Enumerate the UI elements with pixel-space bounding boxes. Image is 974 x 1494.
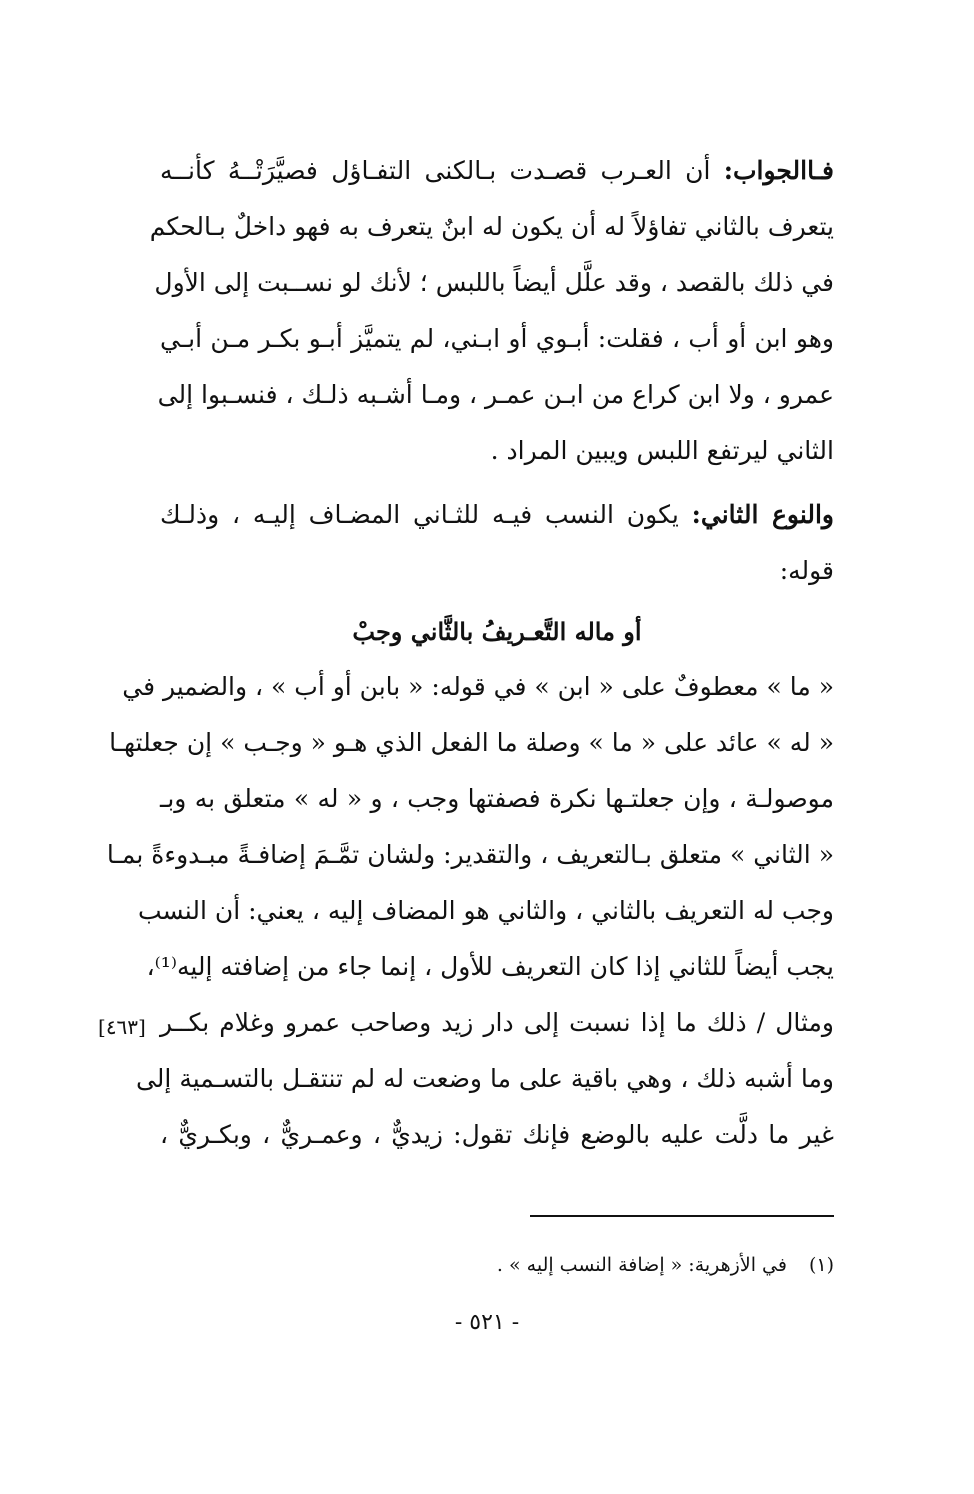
lead-word: والنوع الثاني: <box>691 500 834 529</box>
text-line: « ما » معطوفٌ على « ابن » في قوله: « بابن أو أب » ، والضمير في <box>122 672 834 701</box>
text-line: موصولـة ، وإن جعلتـها نكرة فصفتها وجب ، و « له » متعلق به وبـ <box>160 784 834 813</box>
page-number: - ٥٢١ - <box>454 1310 520 1335</box>
text-line: ومثال / ذلك ما إذا نسبت إلى دار زيد وصاحب عمرو وغلام بكــر <box>160 1008 834 1037</box>
margin-page-reference: [٤٦٣] <box>98 1015 146 1039</box>
text-line: عمرو ، ولا ابن كراع من ابـن عمـر ، ومـا أشـبه ذلـك ، فنسـبوا إلى <box>157 380 834 409</box>
text-line: « الثاني » متعلق بـالتعريف ، والتقدير: ولشان تمَّـمَ إضافـةً مبـدوءةً بمـا <box>106 840 834 869</box>
text-line: يتعرف بالثاني تفاؤلاً له أن يكون له ابنٌ يتعرف به فهو داخلٌ بـالحكم <box>149 212 834 241</box>
text-line: في ذلك بالقصد ، وقد علَّل أيضاً باللبس ؛ لأنك لو نســبت إلى الأول <box>154 268 834 297</box>
paragraph-answer <box>149 143 834 479</box>
footnote <box>400 1250 834 1280</box>
paragraph-second-type <box>160 487 834 599</box>
text-line: يجب أيضاً للثاني إذا كان التعريف للأول ، إنما جاء من إضافته إليه⁽¹⁾، <box>146 952 834 981</box>
text-line: الثاني ليرتفع اللبس ويبين المراد . <box>490 436 834 465</box>
text-line: فـاالجواب: أن العـرب قصـدت بـالكنى التفـاؤل فصيَّرَتْــهُ كأنــه <box>160 156 834 185</box>
verse-line: أو ماله التَّعـريفُ بالثَّاني وجبْ <box>352 617 642 646</box>
footnote-divider <box>530 1215 834 1217</box>
lead-word: فـاالجواب: <box>723 156 834 185</box>
footnote-number: (١) <box>808 1254 834 1276</box>
text-line: قوله: <box>779 556 834 585</box>
text-line: والنوع الثاني: يكون النسب فيـه للثـاني المضـاف إليـه ، وذلـك <box>160 500 834 529</box>
text-line: وما أشبه ذلك ، وهي باقية على ما وضعت له لم تنتقـل بالتسـمية إلى <box>135 1064 834 1093</box>
text-line: وجب له التعريف بالثاني ، والثاني هو المضاف إليه ، يعني: أن النسب <box>137 896 834 925</box>
text-line: « له » عائد على « ما » وصلة ما الفعل الذي هـو « وجـب » إن جعلتهـا <box>109 728 834 757</box>
text-line: غير ما دلَّت عليه بالوضع فإنك تقول: زيديٌّ ، وعمـريٌّ ، وبكـريٌّ ، <box>160 1120 834 1149</box>
text-line: وهو ابن أو أب ، فقلت: أبـوي أو ابـني، لم يتميَّز أبـو بكـر مـن أبـي <box>160 324 834 353</box>
footnote-text: في الأزهرية: « إضافة النسب إليه » . <box>496 1254 787 1276</box>
